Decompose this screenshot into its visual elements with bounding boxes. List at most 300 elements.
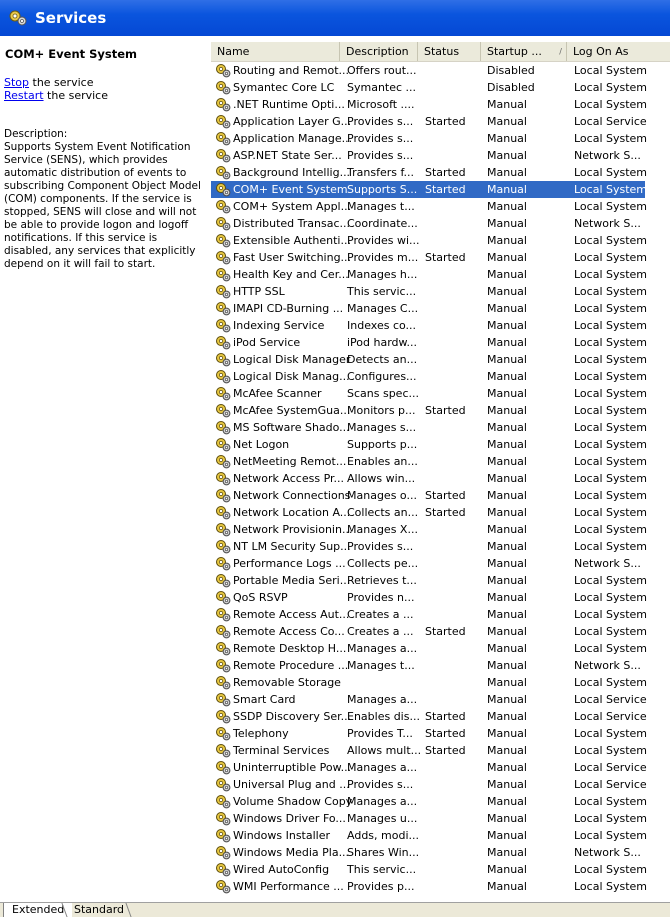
service-startup-cell: Manual (487, 693, 527, 706)
service-gear-icon (215, 505, 231, 520)
service-name-cell: Routing and Remot... (233, 64, 350, 77)
service-status-cell: Started (425, 183, 466, 196)
service-desc-cell: Manages u... (347, 812, 418, 825)
service-startup-cell: Manual (487, 285, 527, 298)
table-row[interactable] (211, 79, 648, 96)
service-desc-cell: Allows mult... (347, 744, 422, 757)
service-name-cell: McAfee Scanner (233, 387, 322, 400)
service-desc-cell: Enables dis... (347, 710, 420, 723)
service-desc-cell: Creates a ... (347, 608, 414, 621)
service-startup-cell: Manual (487, 591, 527, 604)
service-logon-cell: Local System (574, 438, 648, 451)
service-startup-cell: Manual (487, 472, 527, 485)
table-row[interactable] (211, 521, 648, 538)
service-gear-icon (215, 165, 231, 180)
service-logon-cell: Local System (574, 540, 648, 553)
service-startup-cell: Manual (487, 183, 527, 196)
service-startup-cell: Manual (487, 812, 527, 825)
service-name-cell: COM+ Event System (233, 183, 348, 196)
service-desc-cell: Provides s... (347, 149, 414, 162)
table-row[interactable] (211, 385, 648, 402)
service-status-cell: Started (425, 115, 466, 128)
service-name-cell: Universal Plug and ... (233, 778, 350, 791)
service-status-cell (425, 232, 485, 249)
service-desc-cell: Manages a... (347, 642, 418, 655)
service-name-cell: COM+ System Appl... (233, 200, 352, 213)
table-row[interactable] (211, 844, 645, 861)
service-name-cell: Remote Procedure ... (233, 659, 349, 672)
service-status-cell (425, 79, 485, 96)
service-status-cell (425, 861, 485, 878)
service-startup-cell: Manual (487, 829, 527, 842)
service-status-cell (425, 674, 485, 691)
service-gear-icon (215, 726, 231, 741)
service-status-cell (425, 810, 485, 827)
service-logon-cell: Local System (574, 812, 648, 825)
service-startup-cell: Manual (487, 710, 527, 723)
service-status-cell (425, 215, 485, 232)
service-name-cell: McAfee SystemGua... (233, 404, 351, 417)
service-gear-icon (215, 777, 231, 792)
service-gear-icon (215, 590, 231, 605)
service-status-cell (425, 844, 485, 861)
service-name-cell: Remote Access Co... (233, 625, 345, 638)
column-header-description[interactable]: Description (340, 42, 418, 61)
table-row[interactable] (211, 249, 648, 266)
sort-arrow-icon: / (559, 47, 562, 56)
service-startup-cell: Manual (487, 251, 527, 264)
table-row[interactable] (211, 266, 648, 283)
service-logon-cell: Local System (574, 455, 648, 468)
service-startup-cell: Disabled (487, 81, 535, 94)
table-row[interactable] (211, 674, 648, 691)
service-startup-cell: Manual (487, 438, 527, 451)
service-name-cell: Telephony (233, 727, 289, 740)
service-gear-icon (215, 301, 231, 316)
table-row[interactable] (211, 487, 648, 504)
service-status-cell (425, 62, 485, 79)
service-gear-icon (215, 250, 231, 265)
table-row[interactable] (211, 334, 648, 351)
service-status-cell (425, 334, 485, 351)
service-logon-cell: Local System (574, 625, 648, 638)
service-status-cell: Started (425, 625, 466, 638)
stop-service-link[interactable]: Stop (4, 76, 30, 89)
service-startup-cell: Manual (487, 540, 527, 553)
service-status-cell (425, 317, 485, 334)
service-desc-cell: Manages C... (347, 302, 419, 315)
service-name-cell: Application Manage... (233, 132, 353, 145)
table-row[interactable] (211, 759, 645, 776)
service-startup-cell: Manual (487, 761, 527, 774)
service-startup-cell: Manual (487, 234, 527, 247)
service-name-cell: MS Software Shado... (233, 421, 350, 434)
service-status-cell (425, 657, 485, 674)
service-status-cell (425, 538, 485, 555)
service-status-cell: Started (425, 710, 466, 723)
table-row[interactable] (211, 878, 648, 895)
service-name-cell: QoS RSVP (233, 591, 288, 604)
service-name-cell: Logical Disk Manag... (233, 370, 350, 383)
service-logon-cell: Local System (574, 744, 648, 757)
service-gear-icon (215, 454, 231, 469)
service-desc-cell: Manages t... (347, 659, 415, 672)
service-desc-cell: Retrieves t... (347, 574, 417, 587)
service-status-cell: Started (425, 166, 466, 179)
tab-extended[interactable]: Extended (3, 903, 72, 917)
service-logon-cell: Local System (574, 285, 648, 298)
table-row[interactable] (211, 861, 648, 878)
service-name-cell: Indexing Service (233, 319, 325, 332)
service-logon-cell: Local System (574, 353, 648, 366)
service-name-cell: Removable Storage (233, 676, 341, 689)
service-logon-cell: Local System (574, 251, 648, 264)
service-name-cell: Wired AutoConfig (233, 863, 330, 876)
table-row[interactable] (211, 742, 648, 759)
services-list[interactable] (211, 42, 670, 900)
service-desc-cell: Microsoft .... (347, 98, 415, 111)
service-gear-icon (215, 471, 231, 486)
table-row[interactable] (211, 113, 645, 130)
table-row[interactable] (211, 504, 648, 521)
service-gear-icon (215, 522, 231, 537)
gears-icon (8, 8, 28, 28)
service-startup-cell: Manual (487, 132, 527, 145)
service-gear-icon (215, 488, 231, 503)
description-text: Supports System Event Notification Service (SENS), which provides automatic distribution of events to subscribing Component Object Model (COM) components. If the service is stopped, SENS will close and will not be able to provide logon and logoff notifications. If this service is disabled, any services that explicitly depend on it will fail to start. (4, 141, 201, 270)
service-status-cell (425, 96, 485, 113)
service-gear-icon (215, 284, 231, 299)
service-desc-cell: Enables an... (347, 455, 418, 468)
service-desc-cell (347, 674, 413, 691)
service-desc-cell: Scans spec... (347, 387, 419, 400)
table-row[interactable] (211, 606, 648, 623)
service-name-cell: ASP.NET State Ser... (233, 149, 342, 162)
service-name-cell: Network Access Pr... (233, 472, 345, 485)
service-actions (4, 76, 108, 102)
table-row[interactable] (211, 436, 648, 453)
service-status-cell: Started (425, 404, 466, 417)
service-status-cell: Started (425, 744, 466, 757)
service-status-cell (425, 300, 485, 317)
service-desc-cell: Provides T... (347, 727, 413, 740)
table-row[interactable] (211, 215, 645, 232)
description-label: Description: (4, 128, 68, 140)
service-status-cell (425, 759, 485, 776)
table-row[interactable] (211, 181, 648, 198)
service-name-cell: WMI Performance ... (233, 880, 344, 893)
service-name-cell: .NET Runtime Opti... (233, 98, 345, 111)
service-logon-cell: Network S... (574, 217, 641, 230)
extended-description-pane (0, 36, 210, 902)
service-name-cell: Net Logon (233, 438, 290, 451)
service-logon-cell: Local System (574, 608, 648, 621)
service-desc-cell: Provides p... (347, 880, 415, 893)
service-logon-cell: Local System (574, 591, 648, 604)
window-title: Services (35, 9, 107, 27)
service-name-cell: Windows Driver Fo... (233, 812, 346, 825)
service-logon-cell: Local System (574, 336, 648, 349)
service-logon-cell: Local System (574, 200, 648, 213)
service-logon-cell: Local System (574, 489, 648, 502)
column-header-name[interactable]: Name (211, 42, 340, 61)
table-row[interactable] (211, 232, 648, 249)
service-logon-cell: Local Service (574, 710, 647, 723)
service-desc-cell: Adds, modi... (347, 829, 419, 842)
restart-service-link[interactable]: Restart (4, 89, 44, 102)
stop-action (4, 76, 108, 89)
view-tabs (0, 902, 670, 917)
service-startup-cell: Manual (487, 370, 527, 383)
service-status-cell (425, 147, 485, 164)
service-name-cell: Background Intellig... (233, 166, 351, 179)
table-row[interactable] (211, 725, 648, 742)
service-startup-cell: Manual (487, 574, 527, 587)
table-row[interactable] (211, 368, 648, 385)
service-gear-icon (215, 63, 231, 78)
column-header-startup-type[interactable] (481, 42, 567, 61)
service-startup-cell: Manual (487, 336, 527, 349)
service-desc-cell: Monitors p... (347, 404, 416, 417)
service-name-cell: Uninterruptible Pow... (233, 761, 352, 774)
service-status-cell (425, 640, 485, 657)
service-status-cell (425, 198, 485, 215)
service-startup-cell: Disabled (487, 64, 535, 77)
service-desc-cell: Supports p... (347, 438, 418, 451)
service-desc-cell: Collects an... (347, 506, 419, 519)
service-status-cell (425, 878, 485, 895)
table-row[interactable] (211, 96, 648, 113)
table-row[interactable] (211, 419, 648, 436)
service-name-cell: Network Connections (233, 489, 351, 502)
service-gear-icon (215, 641, 231, 656)
service-name-cell: Extensible Authenti... (233, 234, 351, 247)
table-row[interactable] (211, 572, 648, 589)
table-row[interactable] (211, 776, 645, 793)
service-status-cell (425, 572, 485, 589)
table-row[interactable] (211, 555, 645, 572)
service-startup-cell: Manual (487, 727, 527, 740)
service-logon-cell: Local System (574, 234, 648, 247)
table-row[interactable] (211, 402, 648, 419)
service-startup-cell: Manual (487, 744, 527, 757)
service-startup-cell: Manual (487, 676, 527, 689)
service-desc-cell: Indexes co... (347, 319, 417, 332)
restart-action (4, 89, 108, 102)
service-status-cell (425, 606, 485, 623)
service-gear-icon (215, 862, 231, 877)
service-status-cell (425, 793, 485, 810)
restart-action-suffix: the service (43, 89, 108, 102)
service-name-cell: Smart Card (233, 693, 296, 706)
table-row[interactable] (211, 198, 648, 215)
service-status-cell: Started (425, 727, 466, 740)
tab-standard[interactable]: Standard (74, 903, 125, 916)
service-startup-cell: Manual (487, 778, 527, 791)
service-logon-cell: Local Service (574, 761, 647, 774)
service-name-cell: Remote Desktop H... (233, 642, 347, 655)
service-name-cell: HTTP SSL (233, 285, 285, 298)
service-logon-cell: Local System (574, 166, 648, 179)
service-desc-cell: Manages X... (347, 523, 418, 536)
service-gear-icon (215, 148, 231, 163)
service-name-cell: Health Key and Cer... (233, 268, 349, 281)
service-gear-icon (215, 743, 231, 758)
service-logon-cell: Local System (574, 132, 648, 145)
service-gear-icon (215, 97, 231, 112)
service-startup-cell: Manual (487, 387, 527, 400)
service-logon-cell: Local Service (574, 778, 647, 791)
service-logon-cell: Local System (574, 472, 648, 485)
service-status-cell (425, 385, 485, 402)
service-status-cell (425, 827, 485, 844)
table-row[interactable] (211, 827, 648, 844)
service-desc-cell: Collects pe... (347, 557, 419, 570)
service-gear-icon (215, 369, 231, 384)
table-row[interactable] (211, 130, 648, 147)
service-desc-cell: Symantec ... (347, 81, 417, 94)
service-status-cell (425, 453, 485, 470)
service-logon-cell: Local System (574, 98, 648, 111)
stop-action-suffix: the service (29, 76, 94, 89)
service-startup-cell: Manual (487, 506, 527, 519)
service-status-cell (425, 266, 485, 283)
service-startup-cell: Manual (487, 659, 527, 672)
service-gear-icon (215, 845, 231, 860)
table-row[interactable] (211, 691, 645, 708)
service-description (4, 128, 206, 271)
service-desc-cell: Manages a... (347, 795, 418, 808)
service-logon-cell: Local System (574, 268, 648, 281)
table-row[interactable] (211, 793, 648, 810)
service-logon-cell: Local System (574, 523, 648, 536)
startup-header-label: Startup ... (487, 45, 542, 58)
service-gear-icon (215, 828, 231, 843)
title-bar (0, 0, 670, 36)
service-desc-cell: Supports S... (347, 183, 418, 196)
service-logon-cell: Network S... (574, 846, 641, 859)
service-logon-cell: Local System (574, 370, 648, 383)
service-startup-cell: Manual (487, 642, 527, 655)
table-row[interactable] (211, 62, 648, 79)
service-desc-cell: Transfers f... (347, 166, 415, 179)
service-gear-icon (215, 199, 231, 214)
service-status-cell: Started (425, 506, 466, 519)
table-row[interactable] (211, 300, 648, 317)
service-logon-cell: Local System (574, 676, 648, 689)
table-row[interactable] (211, 164, 648, 181)
service-startup-cell: Manual (487, 302, 527, 315)
service-status-cell (425, 589, 485, 606)
service-gear-icon (215, 437, 231, 452)
column-header (211, 42, 670, 62)
service-startup-cell: Manual (487, 625, 527, 638)
service-desc-cell: Manages t... (347, 200, 415, 213)
table-row[interactable] (211, 589, 648, 606)
service-startup-cell: Manual (487, 149, 527, 162)
service-logon-cell: Local Service (574, 115, 647, 128)
service-gear-icon (215, 267, 231, 282)
service-status-cell: Started (425, 251, 466, 264)
service-desc-cell: This servic... (347, 285, 417, 298)
service-name-cell: Windows Installer (233, 829, 331, 842)
service-name-cell: iPod Service (233, 336, 301, 349)
service-startup-cell: Manual (487, 217, 527, 230)
service-desc-cell: iPod hardw... (347, 336, 418, 349)
service-logon-cell: Network S... (574, 149, 641, 162)
service-gear-icon (215, 607, 231, 622)
service-logon-cell: Local System (574, 863, 648, 876)
service-gear-icon (215, 794, 231, 809)
service-name-cell: Performance Logs ... (233, 557, 346, 570)
service-logon-cell: Network S... (574, 659, 641, 672)
table-row[interactable] (211, 538, 648, 555)
service-desc-cell: Detects an... (347, 353, 418, 366)
service-status-cell (425, 776, 485, 793)
service-gear-icon (215, 573, 231, 588)
table-row[interactable] (211, 147, 645, 164)
service-gear-icon (215, 658, 231, 673)
service-startup-cell: Manual (487, 608, 527, 621)
service-desc-cell: Configures... (347, 370, 417, 383)
service-name-cell: Volume Shadow Copy (233, 795, 353, 808)
service-name-cell: Network Location A... (233, 506, 351, 519)
service-name-cell: Symantec Core LC (233, 81, 335, 94)
table-row[interactable] (211, 351, 648, 368)
table-row[interactable] (211, 453, 648, 470)
service-desc-cell: Shares Win... (347, 846, 420, 859)
table-row[interactable] (211, 640, 648, 657)
table-row[interactable] (211, 470, 648, 487)
service-startup-cell: Manual (487, 880, 527, 893)
column-header-log-on-as[interactable]: Log On As (573, 45, 629, 58)
table-row[interactable] (211, 317, 648, 334)
service-name-cell: Portable Media Seri... (233, 574, 351, 587)
service-desc-cell: Manages h... (347, 268, 418, 281)
service-logon-cell: Local System (574, 795, 648, 808)
service-desc-cell: Provides s... (347, 540, 414, 553)
service-name-cell: Terminal Services (233, 744, 330, 757)
service-desc-cell: Creates a ... (347, 625, 414, 638)
service-name-cell: NT LM Security Sup... (233, 540, 351, 553)
table-row[interactable] (211, 623, 648, 640)
service-gear-icon (215, 216, 231, 231)
table-row[interactable] (211, 708, 645, 725)
service-desc-cell: Manages a... (347, 761, 418, 774)
service-gear-icon (215, 879, 231, 894)
service-desc-cell: Provides s... (347, 778, 414, 791)
service-name-cell: Logical Disk Manager (233, 353, 351, 366)
table-row[interactable] (211, 657, 645, 674)
service-logon-cell: Local System (574, 64, 648, 77)
service-gear-icon (215, 403, 231, 418)
service-name-cell: Remote Access Aut... (233, 608, 350, 621)
service-desc-cell: Allows win... (347, 472, 416, 485)
service-logon-cell: Local System (574, 506, 648, 519)
column-header-status[interactable]: Status (418, 42, 481, 61)
service-logon-cell: Local System (574, 81, 648, 94)
service-name-cell: IMAPI CD-Burning ... (233, 302, 344, 315)
service-desc-cell: This servic... (347, 863, 417, 876)
service-gear-icon (215, 335, 231, 350)
table-row[interactable] (211, 283, 648, 300)
table-row[interactable] (211, 810, 648, 827)
service-status-cell (425, 436, 485, 453)
service-desc-cell: Offers rout... (347, 64, 417, 77)
service-startup-cell: Manual (487, 846, 527, 859)
service-logon-cell: Local Service (574, 693, 647, 706)
service-logon-cell: Local System (574, 404, 648, 417)
